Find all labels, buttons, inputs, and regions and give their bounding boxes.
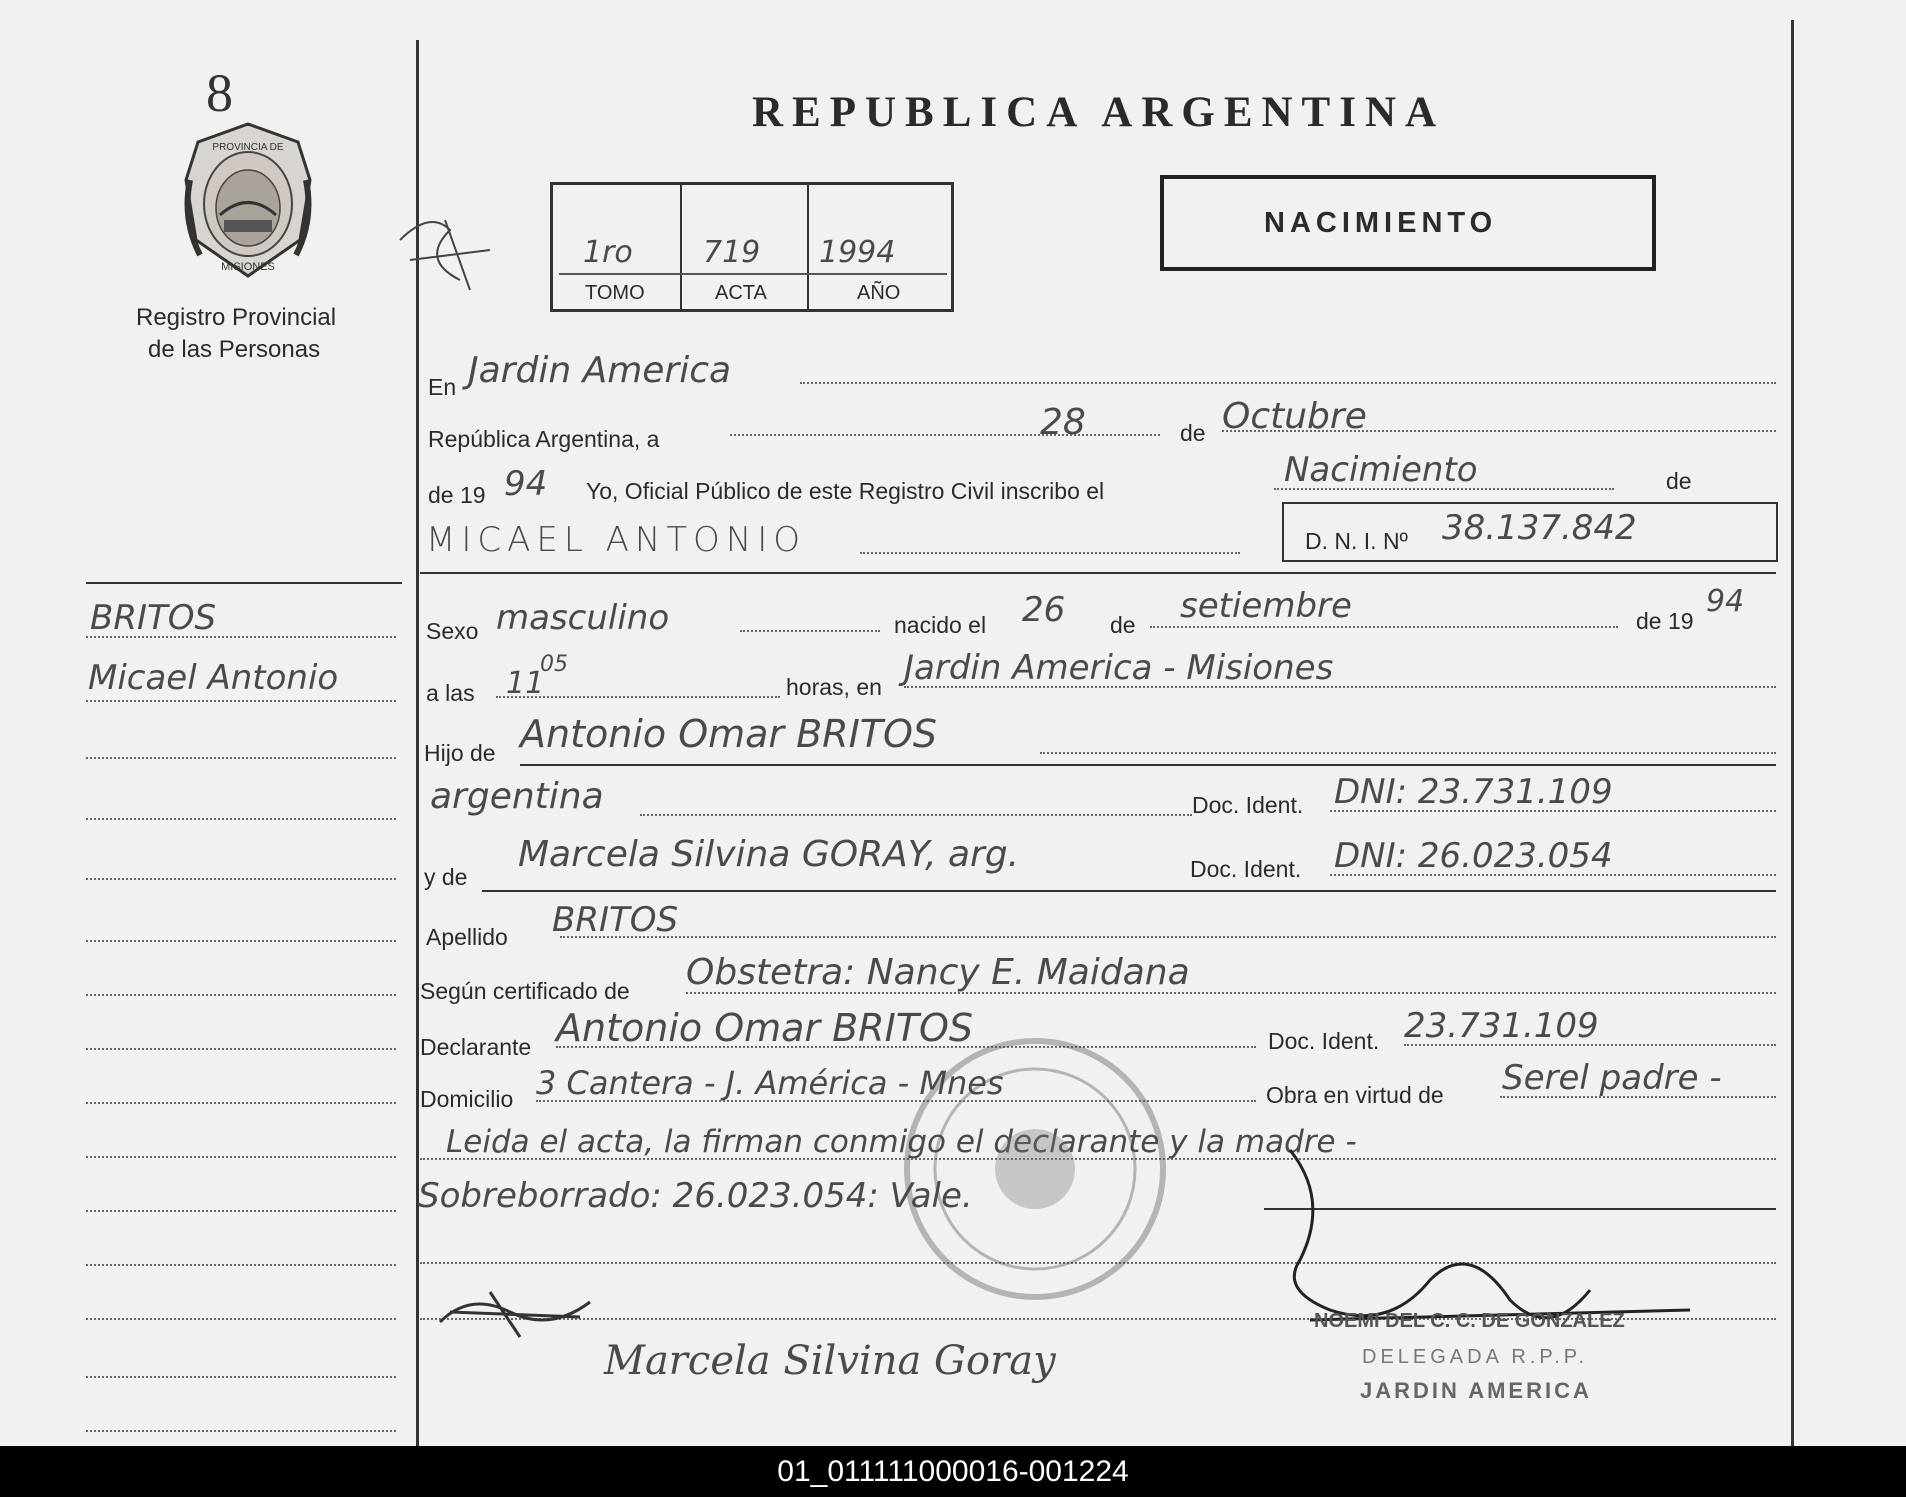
- republica-label: República Argentina, a: [428, 426, 660, 452]
- horas-label: horas, en: [786, 674, 882, 700]
- form-dotline: [496, 696, 780, 698]
- form-dotline: [1040, 752, 1776, 754]
- acta-label: ACTA: [715, 282, 767, 304]
- acta-value: 719: [703, 235, 761, 270]
- form-dotline: [730, 434, 1160, 436]
- registry-name-line2: de las Personas: [148, 336, 321, 363]
- y-de-label: y de: [424, 864, 468, 890]
- country-title: REPUBLICA ARGENTINA: [752, 89, 1446, 136]
- margin-dotline: [86, 994, 396, 996]
- form-dotline: [1150, 626, 1618, 628]
- margin-initials: [390, 200, 500, 304]
- official-title: DELEGADA R.P.P.: [1362, 1346, 1589, 1368]
- note-line-2: Sobreborrado: 26.023.054: Vale.: [418, 1176, 973, 1216]
- svg-text:MISIONES: MISIONES: [221, 261, 275, 273]
- margin-dotline: [86, 1048, 396, 1050]
- certificado-value: Obstetra: Nancy E. Maidana: [686, 952, 1190, 993]
- birth-place: Jardin America - Misiones: [904, 648, 1334, 688]
- margin-dotline: [86, 636, 396, 638]
- margin-dotline: [86, 1102, 396, 1104]
- tomo-value: 1ro: [583, 235, 633, 270]
- declarante-doc-label: Doc. Ident.: [1268, 1028, 1380, 1054]
- form-dotline: [1404, 1044, 1776, 1046]
- day-value: 28: [1040, 402, 1086, 443]
- form-dotline: [1330, 810, 1776, 812]
- tomo-label: TOMO: [585, 282, 645, 304]
- margin-note-surname: BRITOS: [90, 598, 217, 638]
- svg-text:PROVINCIA DE: PROVINCIA DE: [212, 142, 284, 153]
- father-name: Antonio Omar BRITOS: [520, 712, 938, 756]
- mother-doc-label: Doc. Ident.: [1190, 856, 1302, 882]
- right-border-rule: [1791, 20, 1794, 1446]
- box-divider: [807, 185, 809, 309]
- birth-month: setiembre: [1180, 586, 1352, 626]
- document-id-footer: 01_011111000016-001224: [0, 1446, 1906, 1497]
- anio-value: 1994: [819, 235, 896, 270]
- crossed-initials: [430, 1282, 600, 1347]
- yo-text: Yo, Oficial Público de este Registro Civil inscribo el: [586, 478, 1105, 504]
- apellido-value: BRITOS: [552, 900, 679, 940]
- margin-dotline: [86, 1210, 396, 1212]
- section-rule: [420, 572, 1776, 574]
- inscribo-value: Nacimiento: [1284, 450, 1478, 490]
- margin-dotline: [86, 878, 396, 880]
- form-dotline: [1222, 430, 1776, 432]
- mother-signature: Marcela Silvina Goray: [604, 1338, 1056, 1384]
- a-las-label: a las: [426, 680, 475, 706]
- form-dotline: [860, 552, 1240, 554]
- obra-value: Serel padre -: [1502, 1058, 1722, 1098]
- mother-doc-value: DNI: 26.023.054: [1334, 836, 1613, 876]
- margin-dotline: [86, 700, 396, 702]
- official-signature-line: [1270, 1140, 1720, 1375]
- official-place: JARDIN AMERICA: [1360, 1378, 1592, 1403]
- nacido-label: nacido el: [894, 612, 987, 638]
- official-name: NOEMI DEL C. C. DE GONZALEZ: [1314, 1310, 1625, 1332]
- year-value: 94: [504, 464, 548, 504]
- form-dotline: [904, 686, 1776, 688]
- year-prefix: de 19: [428, 482, 486, 508]
- de-label-3: de: [1110, 612, 1136, 638]
- en-label: En: [428, 374, 457, 400]
- apellido-label: Apellido: [426, 924, 508, 950]
- anio-label: AÑO: [857, 282, 901, 304]
- provincial-seal: [178, 120, 318, 280]
- form-dotline: [1500, 1096, 1776, 1098]
- hora-minutes: 05: [540, 652, 568, 677]
- en-value: Jardin America: [468, 350, 732, 391]
- form-dotline: [1274, 488, 1614, 490]
- form-rule: [520, 764, 1776, 766]
- margin-note-names: Micael Antonio: [88, 658, 339, 698]
- mother-name: Marcela Silvina GORAY, arg.: [518, 834, 1020, 875]
- certificado-label: Según certificado de: [420, 978, 630, 1004]
- margin-dotline: [86, 940, 396, 942]
- margin-dotline: [86, 1376, 396, 1378]
- form-dotline: [800, 382, 1776, 384]
- de-label-2: de: [1666, 468, 1692, 494]
- margin-dotline: [86, 1264, 396, 1266]
- father-nationality: argentina: [430, 776, 604, 817]
- declarante-doc-value: 23.731.109: [1404, 1006, 1599, 1046]
- sexo-label: Sexo: [426, 618, 479, 644]
- father-doc-value: DNI: 23.731.109: [1334, 772, 1613, 812]
- declarante-value: Antonio Omar BRITOS: [556, 1006, 974, 1050]
- domicilio-value: 3 Cantera - J. América - Mnes: [536, 1064, 1004, 1102]
- sexo-value: masculino: [496, 598, 670, 638]
- obra-label: Obra en virtud de: [1266, 1082, 1444, 1108]
- record-type-label: NACIMIENTO: [1264, 207, 1498, 239]
- declarante-label: Declarante: [420, 1034, 532, 1060]
- form-dotline: [740, 630, 880, 632]
- official-stamp: [900, 1034, 1170, 1304]
- birth-year: 94: [1706, 584, 1745, 619]
- de-label: de: [1180, 420, 1206, 446]
- form-dotline: [560, 936, 1776, 938]
- dni-value: 38.137.842: [1442, 508, 1637, 548]
- form-dotline: [686, 992, 1776, 994]
- margin-dotline: [86, 818, 396, 820]
- dni-label: D. N. I. Nº: [1305, 528, 1408, 554]
- form-dotline: [1330, 874, 1776, 876]
- margin-top-rule: [86, 582, 402, 584]
- margin-dotline: [86, 1430, 396, 1432]
- name-value: MICAEL ANTONIO: [426, 520, 807, 560]
- page-number: 8: [206, 63, 233, 123]
- note-line-1: Leida el acta, la firman conmigo el declarante y la madre -: [446, 1124, 1357, 1160]
- margin-dotline: [86, 1318, 396, 1320]
- registry-name-line1: Registro Provincial: [136, 304, 337, 331]
- father-doc-label: Doc. Ident.: [1192, 792, 1304, 818]
- box-divider: [680, 185, 682, 309]
- box-rule: [559, 273, 947, 275]
- domicilio-label: Domicilio: [420, 1086, 514, 1112]
- record-type-box: [1160, 175, 1656, 271]
- birth-day: 26: [1022, 590, 1066, 630]
- margin-dotline: [86, 1156, 396, 1158]
- form-rule: [482, 890, 1776, 892]
- record-reference-box: [550, 182, 954, 312]
- form-dotline: [640, 814, 1192, 816]
- margin-dotline: [86, 757, 396, 759]
- hijo-label: Hijo de: [424, 740, 496, 766]
- month-value: Octubre: [1222, 396, 1367, 437]
- hora-value: 11: [506, 666, 545, 701]
- birth-year-prefix: de 19: [1636, 608, 1694, 634]
